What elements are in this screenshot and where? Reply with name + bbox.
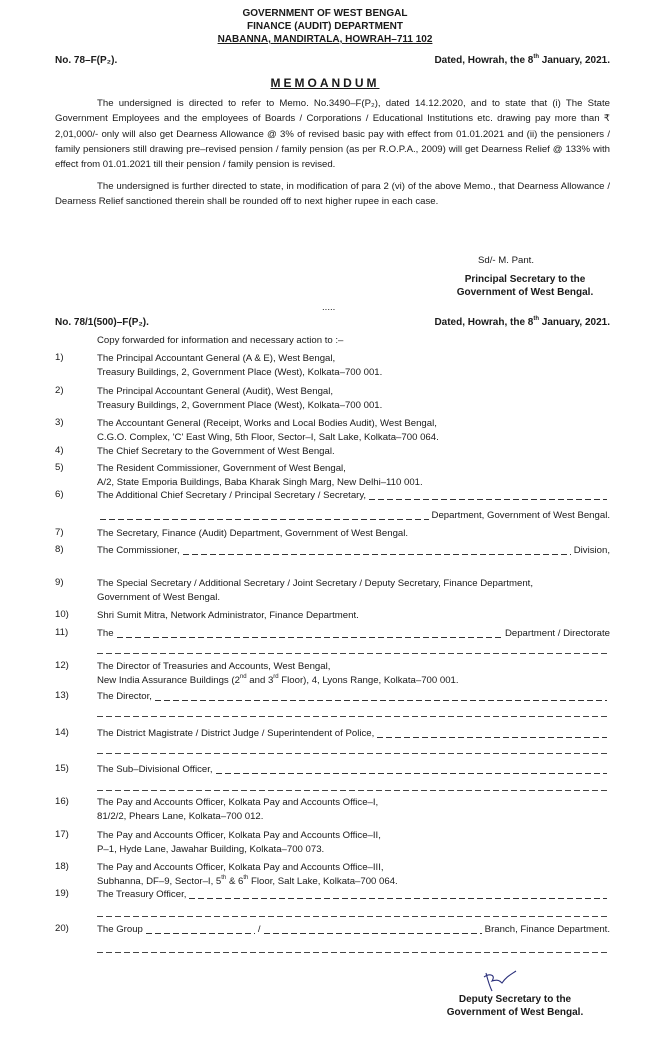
- blank-fill: [189, 898, 607, 899]
- text: New India Assurance Buildings (2: [97, 675, 240, 686]
- item-line: The Pay and Accounts Officer, Kolkata Pay and Accounts Office–III,: [97, 862, 384, 873]
- sup: rd: [273, 674, 279, 680]
- blank-line: [97, 952, 610, 953]
- item-number: 5): [55, 462, 64, 473]
- item-number: 3): [55, 417, 64, 428]
- item-number: 2): [55, 385, 64, 396]
- recipient-item-4: The Chief Secretary to the Government of West Bengal.: [97, 446, 335, 457]
- item-number: 9): [55, 577, 64, 588]
- item-line: The Resident Commissioner, Government of West Bengal,: [97, 463, 346, 474]
- item-line: /: [257, 924, 261, 935]
- header-address-wrap: [0, 33, 650, 46]
- recipient-item-16: [97, 796, 610, 824]
- header-government: GOVERNMENT OF WEST BENGAL: [242, 8, 408, 19]
- paragraph-1-text: The undersigned is directed to refer to Memo. No.3490–F(P₂), dated 14.12.2020, and to state that (i) The State Government Employees and the employees of Boards / Corporations / Educational Institutions etc. drawing pay more than ₹ 2,01,000/- only will also get Dearness Allowance @ 3% of revised basic pay with effect from 01.01.2021 and (ii) the pensioners / family pensioners still drawing pre–revised pension / family pension (as per R.O.P.A., 2009) will get Dearness Relief @ 133% with effect from 01.01.2021 till their pension / family pension is revised.: [55, 98, 610, 171]
- text: and 3: [246, 675, 274, 686]
- recipient-item-2: [97, 385, 610, 413]
- item-number: 12): [55, 660, 69, 671]
- item-number: 6): [55, 489, 64, 500]
- item-line: P–1, Hyde Lane, Jawahar Building, Kolkata–700 073.: [97, 844, 325, 855]
- item-number: 15): [55, 763, 69, 774]
- text: Subhanna, DF–9, Sector–I, 5: [97, 876, 222, 887]
- recipient-item-5: [97, 462, 610, 490]
- recipient-item-14: [97, 727, 610, 741]
- recipient-item-6-cont: [97, 509, 610, 523]
- date-suffix: January, 2021.: [539, 55, 610, 66]
- item-line: 81/2/2, Phears Lane, Kolkata–700 012.: [97, 811, 264, 822]
- endorsement-number: No. 78/1(500)–F(P₂).: [55, 317, 149, 328]
- memo-date: [434, 55, 610, 66]
- recipient-item-12: [97, 660, 610, 688]
- recipient-item-6: [97, 489, 610, 503]
- recipient-item-20: [97, 923, 610, 937]
- sup: th: [243, 875, 249, 881]
- item-line: The Principal Accountant General (A & E), West Bengal,: [97, 353, 336, 364]
- recipient-item-1: [97, 352, 610, 380]
- signatory-1-line1: Principal Secretary to the: [464, 274, 586, 285]
- item-line: Department / Directorate: [504, 628, 610, 639]
- item-number: 16): [55, 796, 69, 807]
- item-number: 19): [55, 888, 69, 899]
- signatory-2-line2: Government of West Bengal.: [446, 1007, 584, 1018]
- sup: th: [221, 875, 227, 881]
- item-number: 1): [55, 352, 64, 363]
- item-line: The: [97, 628, 114, 639]
- recipient-item-10: Shri Sumit Mitra, Network Administrator, Finance Department.: [97, 610, 359, 621]
- item-line: The District Magistrate / District Judge / Superintendent of Police,: [97, 728, 375, 739]
- recipient-item-19: [97, 888, 610, 902]
- blank-fill: [183, 554, 571, 555]
- copy-forwarded-line: Copy forwarded for information and necessary action to :–: [97, 335, 344, 346]
- paragraph-2: [55, 179, 610, 210]
- date-suffix: January, 2021.: [539, 317, 610, 328]
- header-department: FINANCE (AUDIT) DEPARTMENT: [247, 21, 403, 32]
- blank-line: [97, 916, 610, 917]
- recipient-item-18: [97, 861, 610, 889]
- recipient-item-17: [97, 829, 610, 857]
- sup: nd: [239, 674, 247, 680]
- item-number: 10): [55, 609, 69, 620]
- blank-fill: [216, 773, 607, 774]
- item-line: The Director,: [97, 691, 152, 702]
- item-number: 11): [55, 627, 69, 638]
- item-line: Branch, Finance Department.: [484, 924, 610, 935]
- item-line: The Commissioner,: [97, 545, 180, 556]
- signatory-1-line2: Government of West Bengal.: [456, 287, 594, 298]
- signatory-1-title: [430, 273, 620, 299]
- blank-fill: [155, 700, 607, 701]
- text: & 6: [226, 876, 244, 887]
- item-line: [97, 674, 610, 688]
- item-number: 4): [55, 445, 64, 456]
- paragraph-1: [55, 96, 610, 172]
- recipient-item-3: [97, 417, 610, 445]
- item-line: C.G.O. Complex, 'C' East Wing, 5th Floor, Sector–I, Salt Lake, Kolkata–700 064.: [97, 432, 439, 443]
- item-line: The Additional Chief Secretary / Principal Secretary / Secretary,: [97, 490, 367, 501]
- item-line: The Pay and Accounts Officer, Kolkata Pay and Accounts Office–I,: [97, 797, 379, 808]
- item-number: 17): [55, 829, 69, 840]
- signatory-2-line1: Deputy Secretary to the: [458, 994, 572, 1005]
- item-line: The Treasury Officer,: [97, 889, 187, 900]
- signed-by: Sd/- M. Pant.: [478, 255, 534, 266]
- recipient-item-7: The Secretary, Finance (Audit) Department, Government of West Bengal.: [97, 528, 409, 539]
- item-number: 20): [55, 923, 69, 934]
- item-line: The Group: [97, 924, 143, 935]
- document-title: MEMOANDUM: [270, 76, 380, 90]
- blank-fill: [369, 499, 607, 500]
- item-number: 13): [55, 690, 69, 701]
- item-number: 7): [55, 527, 64, 538]
- blank-fill: [146, 933, 255, 934]
- memo-number: No. 78–F(P₂).: [55, 55, 118, 66]
- item-line: The Sub–Divisional Officer,: [97, 764, 213, 775]
- item-line: Treasury Buildings, 2, Government Place (West), Kolkata–700 001.: [97, 400, 383, 411]
- date-prefix: Dated, Howrah, the 8: [434, 317, 534, 328]
- item-line: The Principal Accountant General (Audit), West Bengal,: [97, 386, 334, 397]
- separator-dots: .....: [322, 302, 336, 313]
- paragraph-2-text: The undersigned is further directed to state, in modification of para 2 (vi) of the above Memo., that Dearness Allowance / Dearness Relief sanctioned therein shall be rounded off to next higher rupee in each case.: [55, 181, 610, 208]
- date-sup: th: [533, 54, 540, 60]
- item-line: A/2, State Emporia Buildings, Baba Kharak Singh Marg, New Delhi–110 001.: [97, 477, 423, 488]
- blank-fill: [377, 737, 607, 738]
- recipient-item-11: [97, 627, 610, 641]
- recipient-item-9: [97, 577, 610, 605]
- endorsement-date: [434, 317, 610, 328]
- blank-fill: [117, 637, 502, 638]
- item-line: [97, 875, 610, 889]
- item-line: Department, Government of West Bengal.: [431, 510, 610, 521]
- recipient-item-13: [97, 690, 610, 704]
- date-prefix: Dated, Howrah, the 8: [434, 55, 534, 66]
- item-number: 8): [55, 544, 64, 555]
- signature-mark: [480, 967, 520, 995]
- blank-line: [97, 716, 610, 717]
- item-number: 18): [55, 861, 69, 872]
- item-line: The Pay and Accounts Officer, Kolkata Pay and Accounts Office–II,: [97, 830, 381, 841]
- blank-line: [97, 790, 610, 791]
- blank-fill: [264, 933, 482, 934]
- date-sup: th: [533, 316, 540, 322]
- item-line: The Director of Treasuries and Accounts, West Bengal,: [97, 661, 331, 672]
- item-line: Government of West Bengal.: [97, 592, 221, 603]
- item-line: Division,: [573, 545, 610, 556]
- text: Floor), 4, Lyons Range, Kolkata–700 001.: [278, 675, 459, 686]
- item-line: The Accountant General (Receipt, Works and Local Bodies Audit), West Bengal,: [97, 418, 437, 429]
- item-line: Treasury Buildings, 2, Government Place (West), Kolkata–700 001.: [97, 367, 383, 378]
- item-number: 14): [55, 727, 69, 738]
- header-address: NABANNA, MANDIRTALA, HOWRAH–711 102: [217, 34, 433, 45]
- blank-line: [97, 653, 610, 654]
- text: Floor, Salt Lake, Kolkata–700 064.: [248, 876, 398, 887]
- blank-line: [97, 753, 610, 754]
- recipient-item-15: [97, 763, 610, 777]
- item-line: The Special Secretary / Additional Secretary / Joint Secretary / Deputy Secretary, Finance Department,: [97, 578, 534, 589]
- signatory-2-title: [420, 993, 610, 1019]
- recipient-item-8: [97, 544, 610, 558]
- blank-fill: [100, 519, 429, 520]
